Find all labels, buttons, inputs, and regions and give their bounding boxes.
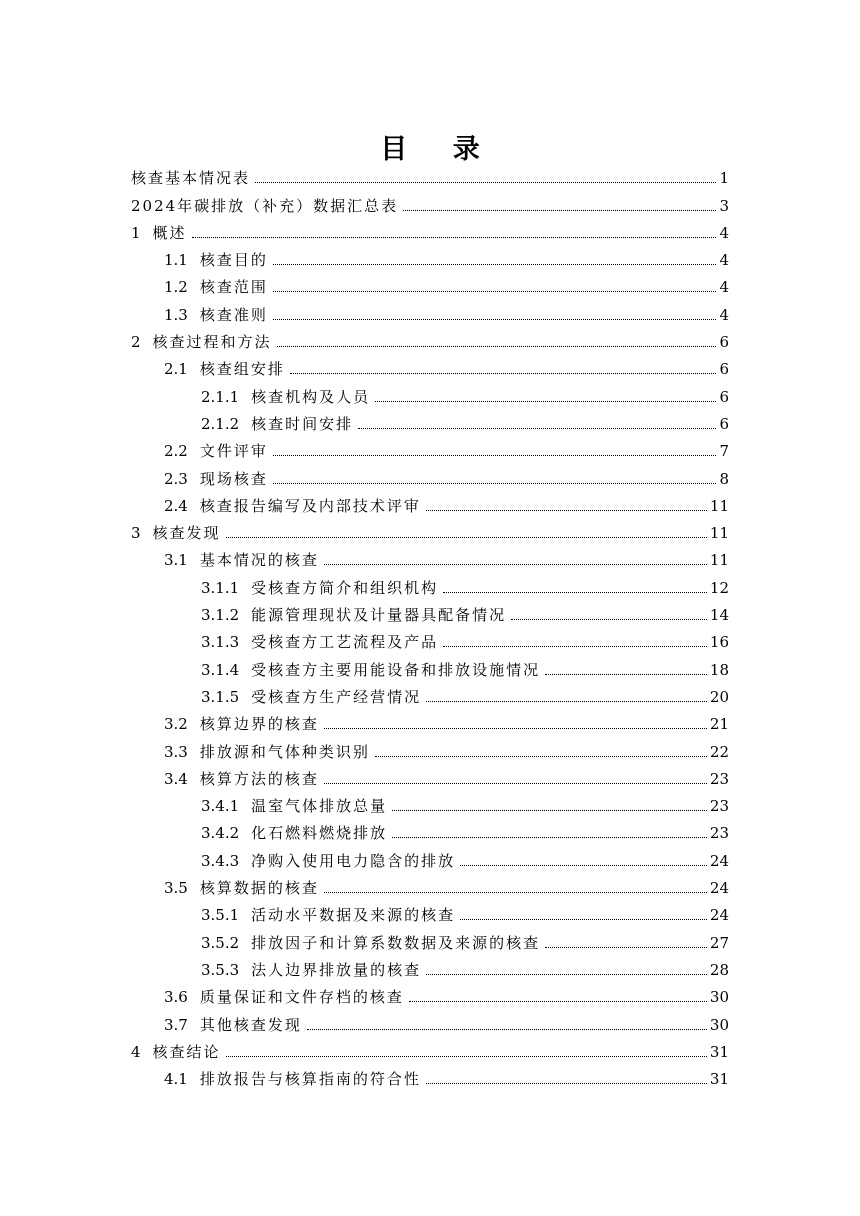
toc-entry-number: 3 <box>131 524 141 543</box>
toc-dot-leader <box>443 592 707 593</box>
toc-entry[interactable] <box>131 461 729 488</box>
toc-entry-title: 核查基本情况表 <box>131 169 251 188</box>
toc-entry-page-number: 24 <box>709 851 729 870</box>
toc-dot-leader <box>392 810 707 811</box>
toc-entry-page-number: 24 <box>709 879 729 898</box>
toc-entry[interactable] <box>131 816 729 843</box>
toc-entry[interactable] <box>131 161 729 188</box>
toc-entry-page-number: 23 <box>709 769 729 788</box>
toc-entry[interactable] <box>131 734 729 761</box>
toc-entry-title: 化石燃料燃烧排放 <box>251 824 388 843</box>
toc-entry[interactable] <box>131 489 729 516</box>
toc-entry[interactable] <box>131 543 729 570</box>
toc-entry-number: 1 <box>131 223 141 242</box>
toc-entry[interactable] <box>131 516 729 543</box>
toc-entry[interactable] <box>131 352 729 379</box>
toc-entry-page-number: 4 <box>719 223 729 242</box>
toc-entry-title: 核查结论 <box>152 1042 221 1061</box>
toc-entry-number: 1.2 <box>164 278 188 297</box>
toc-entry-page-number: 24 <box>709 906 729 925</box>
toc-dot-leader <box>273 264 717 265</box>
toc-dot-leader <box>460 865 707 866</box>
toc-entry-title: 核查目的 <box>199 251 268 270</box>
toc-entry[interactable] <box>131 1035 729 1062</box>
toc-entry-title: 受核查方主要用能设备和排放设施情况 <box>251 660 541 679</box>
toc-entry-title: 核查准则 <box>199 305 268 324</box>
toc-dot-leader <box>403 210 716 211</box>
toc-entry-page-number: 11 <box>709 524 729 543</box>
toc-entry[interactable] <box>131 243 729 270</box>
toc-entry-page-number: 18 <box>709 660 729 679</box>
toc-entry-title: 核算数据的核查 <box>199 879 319 898</box>
toc-entry[interactable] <box>131 625 729 652</box>
page-title: 目 录 <box>380 134 498 166</box>
toc-entry-page-number: 3 <box>719 196 729 215</box>
toc-entry-page-number: 22 <box>709 742 729 761</box>
toc-dot-leader <box>290 373 717 374</box>
toc-dot-leader <box>226 537 707 538</box>
toc-entry-number: 2.1 <box>164 360 188 379</box>
toc-entry-title: 核查时间安排 <box>251 414 354 433</box>
toc-dot-leader <box>273 455 717 456</box>
toc-dot-leader <box>255 182 716 183</box>
toc-entry-page-number: 31 <box>709 1070 729 1089</box>
toc-entry[interactable] <box>131 925 729 952</box>
toc-entry[interactable] <box>131 843 729 870</box>
toc-entry-page-number: 8 <box>719 469 729 488</box>
toc-entry-page-number: 11 <box>709 496 729 515</box>
toc-entry-title: 现场核查 <box>199 469 268 488</box>
toc-entry[interactable] <box>131 598 729 625</box>
toc-dot-leader <box>226 1056 707 1057</box>
toc-entry-page-number: 4 <box>719 278 729 297</box>
toc-entry-page-number: 31 <box>709 1042 729 1061</box>
toc-entry-number: 2.4 <box>164 496 188 515</box>
toc-entry-title: 核查报告编写及内部技术评审 <box>199 496 421 515</box>
toc-entry-number: 3.4.3 <box>201 851 240 870</box>
toc-entry[interactable] <box>131 188 729 215</box>
toc-entry-number: 3.1.1 <box>201 578 240 597</box>
toc-dot-leader <box>375 756 707 757</box>
toc-dot-leader <box>426 1083 707 1084</box>
toc-entry-page-number: 27 <box>709 933 729 952</box>
toc-entry-number: 3.4.1 <box>201 797 240 816</box>
toc-entry[interactable] <box>131 898 729 925</box>
toc-entry-title: 能源管理现状及计量器具配备情况 <box>251 606 507 625</box>
toc-entry-title: 受核查方简介和组织机构 <box>251 578 439 597</box>
toc-entry-title: 法人边界排放量的核查 <box>251 960 422 979</box>
toc-entry[interactable] <box>131 270 729 297</box>
toc-dot-leader <box>358 428 716 429</box>
toc-entry-page-number: 7 <box>719 442 729 461</box>
toc-entry-number: 4 <box>131 1042 141 1061</box>
toc-entry-page-number: 6 <box>719 333 729 352</box>
toc-entry-page-number: 11 <box>709 551 729 570</box>
toc-entry-title: 排放报告与核算指南的符合性 <box>199 1070 421 1089</box>
toc-entry-title: 核查发现 <box>152 524 221 543</box>
toc-entry-title: 其他核查发现 <box>199 1015 302 1034</box>
toc-entry-page-number: 16 <box>709 633 729 652</box>
toc-entry-title: 核查组安排 <box>199 360 285 379</box>
toc-entry-page-number: 6 <box>719 414 729 433</box>
toc-entry-number: 3.7 <box>164 1015 188 1034</box>
toc-entry-title: 活动水平数据及来源的核查 <box>251 906 456 925</box>
toc-entry[interactable] <box>131 1062 729 1089</box>
toc-entry[interactable] <box>131 407 729 434</box>
toc-dot-leader <box>324 783 707 784</box>
toc-dot-leader <box>460 919 707 920</box>
toc-entry-page-number: 1 <box>719 169 729 188</box>
toc-dot-leader <box>545 674 707 675</box>
toc-entry-number: 2 <box>131 333 141 352</box>
toc-entry[interactable] <box>131 762 729 789</box>
toc-entry-number: 2.3 <box>164 469 188 488</box>
toc-dot-leader <box>443 646 707 647</box>
toc-dot-leader <box>545 947 707 948</box>
toc-entry-number: 3.5.3 <box>201 960 240 979</box>
table-of-contents <box>131 161 729 1089</box>
toc-entry-title: 净购入使用电力隐含的排放 <box>251 851 456 870</box>
toc-entry-title: 核算方法的核查 <box>199 769 319 788</box>
toc-entry-page-number: 30 <box>709 1015 729 1034</box>
toc-entry-title: 核算边界的核查 <box>199 715 319 734</box>
toc-dot-leader <box>324 728 707 729</box>
toc-entry-page-number: 28 <box>709 960 729 979</box>
toc-entry-number: 1.3 <box>164 305 188 324</box>
toc-dot-leader <box>324 564 707 565</box>
toc-entry-title: 核查范围 <box>199 278 268 297</box>
toc-entry-number: 2.1.2 <box>201 414 240 433</box>
toc-entry-page-number: 23 <box>709 824 729 843</box>
toc-entry-title: 排放源和气体种类识别 <box>199 742 370 761</box>
toc-entry[interactable] <box>131 1007 729 1034</box>
toc-dot-leader <box>273 291 717 292</box>
toc-entry-number: 3.2 <box>164 715 188 734</box>
toc-dot-leader <box>277 346 717 347</box>
toc-entry[interactable] <box>131 325 729 352</box>
toc-entry-page-number: 4 <box>719 251 729 270</box>
toc-entry[interactable] <box>131 379 729 406</box>
toc-entry-number: 3.1.5 <box>201 687 240 706</box>
toc-entry-number: 2.2 <box>164 442 188 461</box>
toc-entry[interactable] <box>131 652 729 679</box>
toc-entry-page-number: 23 <box>709 797 729 816</box>
toc-entry[interactable] <box>131 707 729 734</box>
toc-entry-number: 3.6 <box>164 988 188 1007</box>
toc-entry-page-number: 21 <box>709 715 729 734</box>
toc-entry-number: 3.1.2 <box>201 606 240 625</box>
toc-dot-leader <box>273 483 717 484</box>
toc-entry[interactable] <box>131 680 729 707</box>
toc-entry[interactable] <box>131 871 729 898</box>
toc-dot-leader <box>307 1029 707 1030</box>
toc-entry-number: 3.3 <box>164 742 188 761</box>
toc-entry-number: 3.1 <box>164 551 188 570</box>
toc-dot-leader <box>324 892 707 893</box>
toc-dot-leader <box>426 701 707 702</box>
toc-entry-title: 2024年碳排放（补充）数据汇总表 <box>131 196 399 215</box>
toc-entry-page-number: 14 <box>709 606 729 625</box>
toc-entry-title: 核查机构及人员 <box>251 387 371 406</box>
toc-entry-number: 3.1.4 <box>201 660 240 679</box>
toc-dot-leader <box>192 237 717 238</box>
toc-dot-leader <box>426 510 707 511</box>
toc-entry[interactable] <box>131 297 729 324</box>
toc-entry-number: 3.5.2 <box>201 933 240 952</box>
toc-dot-leader <box>273 319 717 320</box>
toc-entry-title: 受核查方生产经营情况 <box>251 687 422 706</box>
toc-entry-title: 受核查方工艺流程及产品 <box>251 633 439 652</box>
toc-dot-leader <box>392 837 707 838</box>
toc-entry-page-number: 6 <box>719 387 729 406</box>
toc-entry-title: 文件评审 <box>199 442 268 461</box>
toc-entry-title: 排放因子和计算系数数据及来源的核查 <box>251 933 541 952</box>
toc-entry-number: 3.5 <box>164 879 188 898</box>
toc-dot-leader <box>375 401 716 402</box>
toc-entry[interactable] <box>131 953 729 980</box>
toc-entry[interactable] <box>131 570 729 597</box>
toc-entry-page-number: 30 <box>709 988 729 1007</box>
toc-entry[interactable] <box>131 789 729 816</box>
toc-entry[interactable] <box>131 216 729 243</box>
toc-entry-title: 温室气体排放总量 <box>251 797 388 816</box>
toc-entry-title: 核查过程和方法 <box>152 333 272 352</box>
toc-entry-page-number: 6 <box>719 360 729 379</box>
toc-entry-number: 3.1.3 <box>201 633 240 652</box>
toc-entry-number: 3.4.2 <box>201 824 240 843</box>
toc-entry-title: 基本情况的核查 <box>199 551 319 570</box>
toc-entry-number: 3.4 <box>164 769 188 788</box>
toc-entry[interactable] <box>131 980 729 1007</box>
toc-entry-title: 质量保证和文件存档的核查 <box>199 988 404 1007</box>
toc-dot-leader <box>426 974 707 975</box>
toc-entry-number: 1.1 <box>164 251 188 270</box>
toc-entry-page-number: 20 <box>709 687 729 706</box>
toc-entry-number: 2.1.1 <box>201 387 240 406</box>
toc-entry-page-number: 12 <box>709 578 729 597</box>
toc-dot-leader <box>511 619 707 620</box>
toc-dot-leader <box>409 1001 707 1002</box>
toc-entry-page-number: 4 <box>719 305 729 324</box>
toc-entry-number: 4.1 <box>164 1070 188 1089</box>
toc-entry-number: 3.5.1 <box>201 906 240 925</box>
toc-entry[interactable] <box>131 434 729 461</box>
toc-entry-title: 概述 <box>152 223 187 242</box>
